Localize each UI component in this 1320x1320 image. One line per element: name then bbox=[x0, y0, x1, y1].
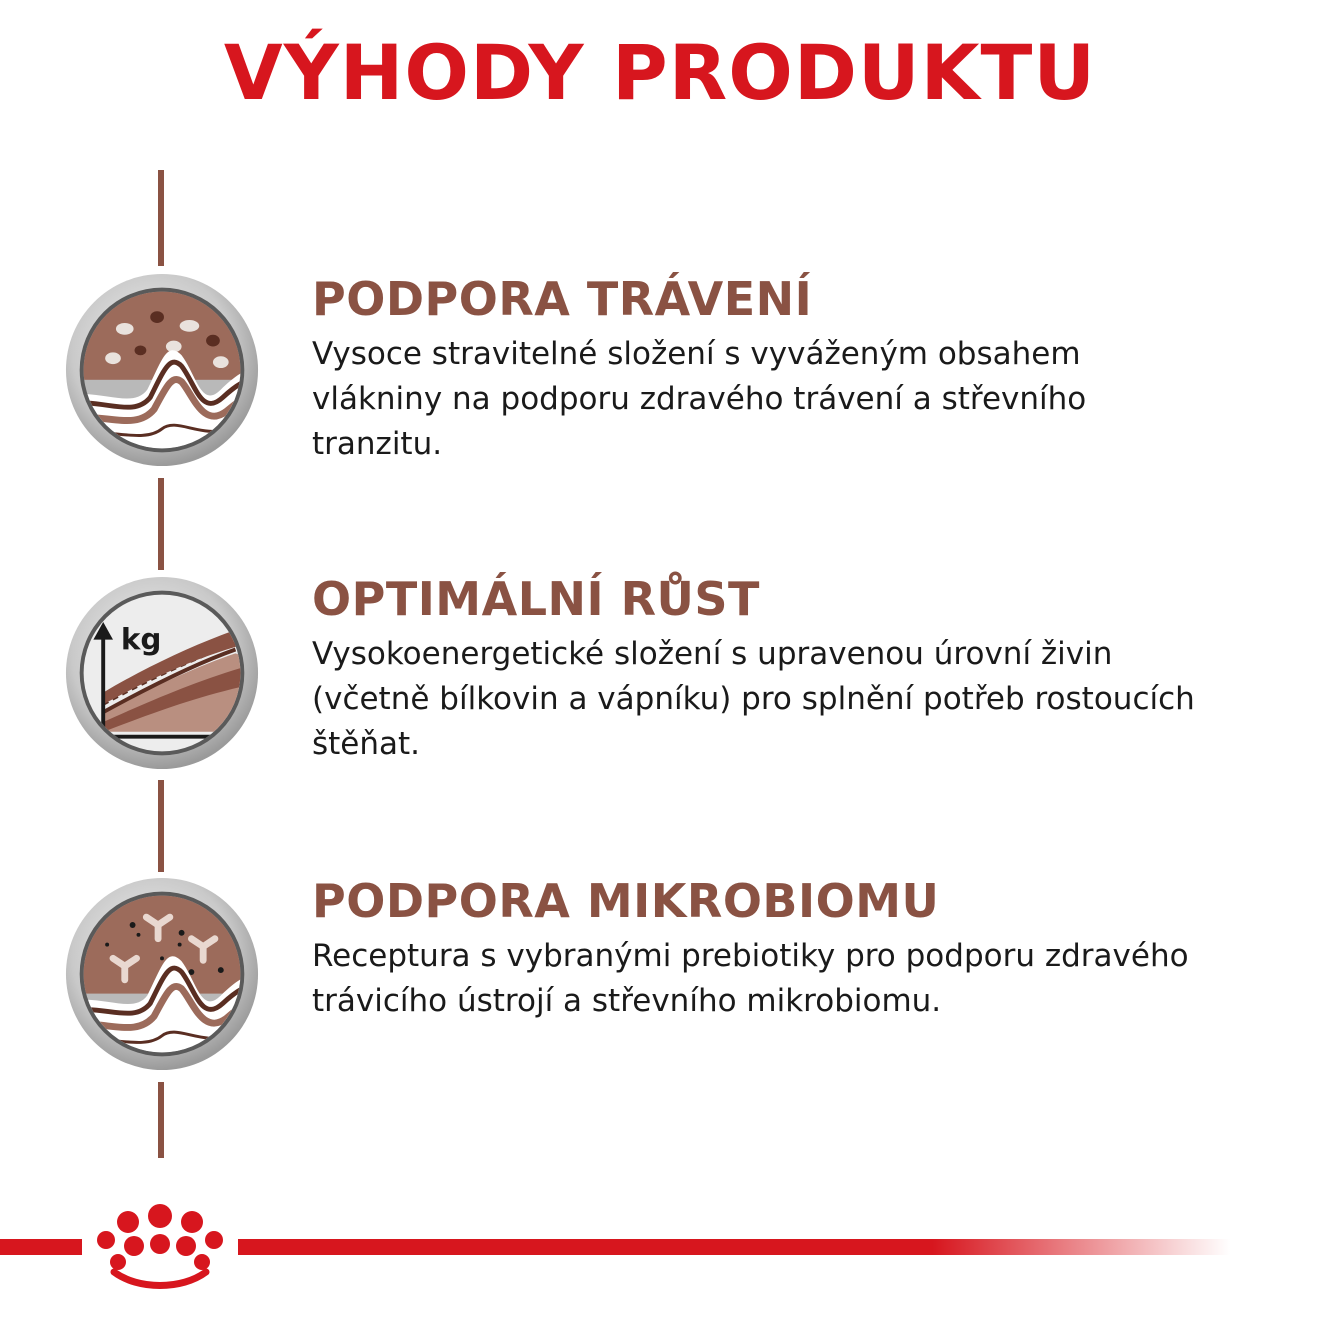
timeline-divider bbox=[158, 1082, 164, 1158]
benefit-growth bbox=[312, 572, 1272, 767]
digestion-icon bbox=[64, 272, 260, 468]
crown-logo bbox=[90, 1200, 230, 1290]
growth-icon-label: kg bbox=[120, 622, 162, 657]
benefit-microbiome bbox=[312, 874, 1272, 1024]
benefit-description: Receptura s vybranými prebiotiky pro podporu zdravého trávicího ústrojí a střevního mikrobiomu. bbox=[312, 938, 1189, 1019]
benefit-digestion bbox=[312, 272, 1272, 467]
footer-divider-right bbox=[238, 1239, 1230, 1255]
timeline-divider bbox=[158, 478, 164, 570]
benefit-description: Vysoce stravitelné složení s vyváženým obsahem vlákniny na podporu zdravého trávení a střevního tranzitu. bbox=[312, 336, 1087, 462]
timeline-divider bbox=[158, 780, 164, 872]
timeline-divider bbox=[158, 170, 164, 266]
growth-icon bbox=[64, 575, 260, 771]
benefit-description: Vysokoenergetické složení s upravenou úrovní živin (včetně bílkovin a vápníku) pro splnění potřeb rostoucích štěňat. bbox=[312, 636, 1195, 762]
benefit-title: PODPORA TRÁVENÍ bbox=[312, 272, 813, 326]
microbiome-icon bbox=[64, 876, 260, 1072]
benefit-title: PODPORA MIKROBIOMU bbox=[312, 874, 940, 928]
page-title: VÝHODY PRODUKTU bbox=[223, 28, 1097, 117]
footer-divider-left bbox=[0, 1239, 82, 1255]
benefit-title: OPTIMÁLNÍ RŮST bbox=[312, 572, 760, 626]
